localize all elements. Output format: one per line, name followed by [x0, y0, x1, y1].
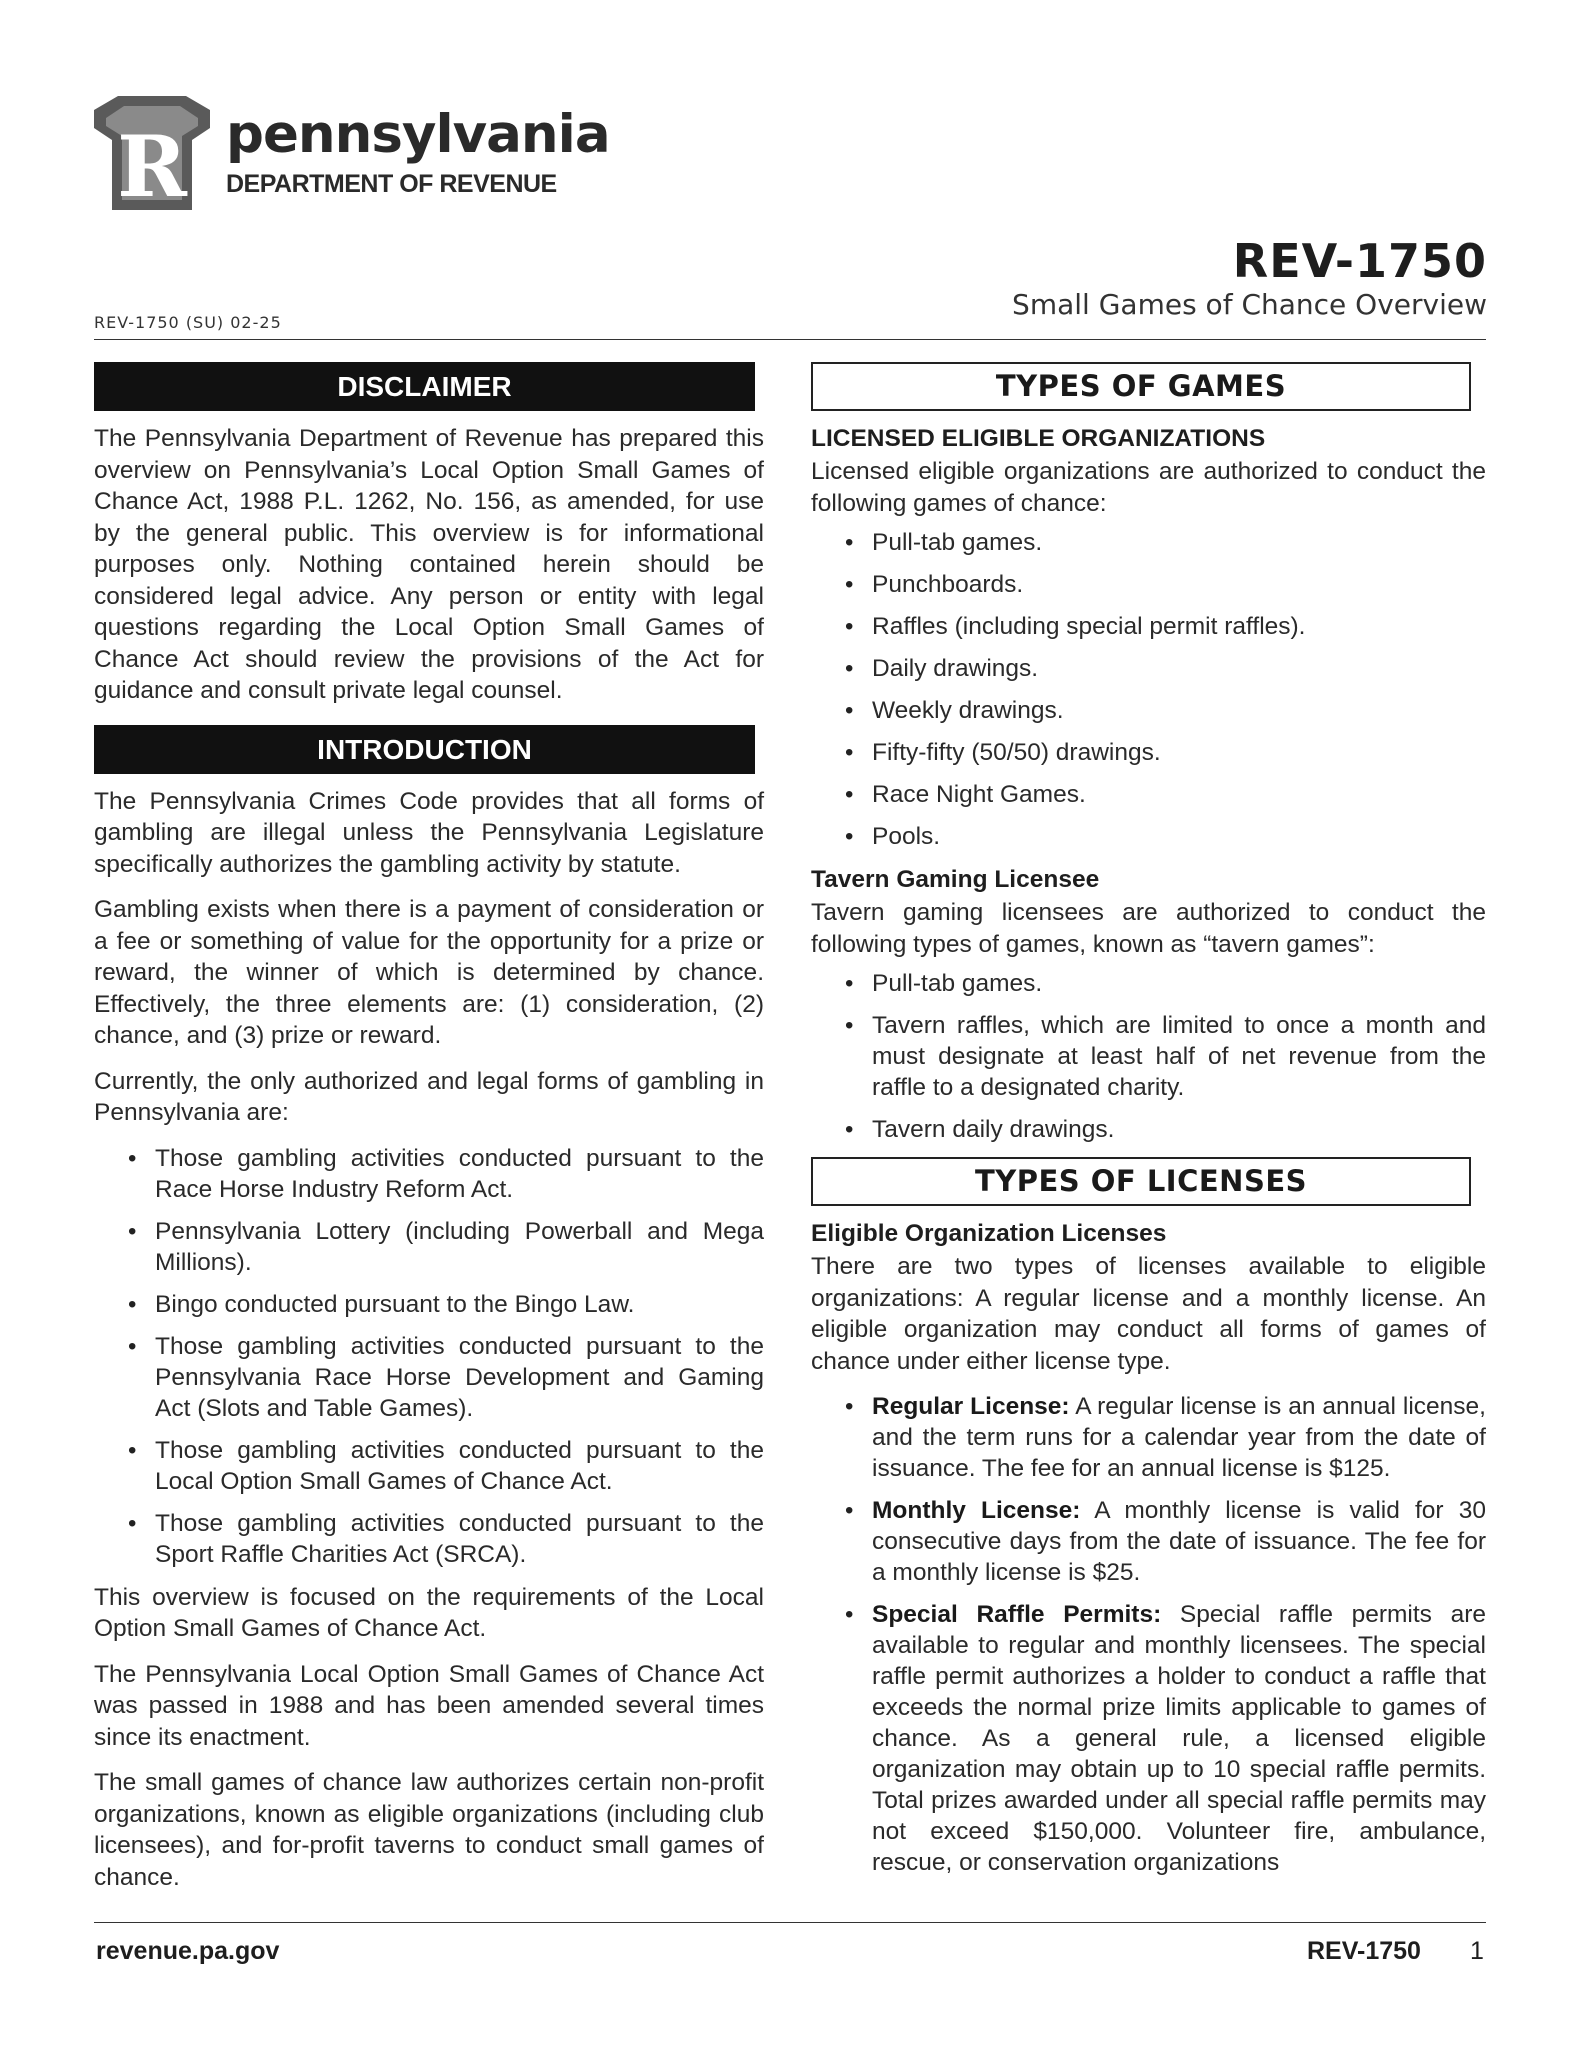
license-term: Monthly License:	[872, 1497, 1081, 1524]
tavern-text: Tavern gaming licensees are authorized to conduct the following types of games, known as “tavern games”:	[811, 899, 1486, 958]
license-term: Special Raffle Permits:	[872, 1601, 1162, 1628]
list-item: • Raffles (including special permit raffles).	[872, 611, 1486, 642]
form-title: REV-1750	[1232, 234, 1487, 288]
tavern-games-list	[811, 968, 1486, 1145]
right-column	[811, 362, 1486, 1890]
form-code: REV-1750 (SU) 02-25	[94, 313, 282, 332]
intro-paragraph: Gambling exists when there is a payment of consideration or a fee or something of value for the opportunity for a prize or reward, the winner of which is determined by chance. Effectively, the three elements are: (1) consideration, (2) chance, and (3) prize or reward.	[94, 896, 764, 1049]
list-item: • Race Night Games.	[872, 779, 1486, 810]
list-item	[872, 1495, 1486, 1588]
license-desc: A monthly license is valid for 30 consecutive days from the date of issuance. The fee for a monthly license is $25.	[872, 1497, 1486, 1586]
list-item: • Bingo conducted pursuant to the Bingo Law.	[155, 1289, 764, 1320]
disclaimer-heading: DISCLAIMER	[94, 362, 755, 411]
license-term: Regular License:	[872, 1393, 1070, 1420]
authorized-gambling-list	[94, 1143, 764, 1570]
list-item: • Pennsylvania Lottery (including Powerball and Mega Millions).	[155, 1216, 764, 1278]
list-item: • Pull-tab games.	[872, 968, 1486, 999]
introduction-heading: INTRODUCTION	[94, 725, 755, 774]
list-item: • Daily drawings.	[872, 653, 1486, 684]
licensed-games-list	[811, 527, 1486, 852]
form-subtitle: Small Games of Chance Overview	[1012, 288, 1487, 321]
logo-wordmark: pennsylvania	[226, 104, 610, 165]
intro-paragraph: This overview is focused on the requirements of the Local Option Small Games of Chance Act.	[94, 1583, 764, 1642]
list-item: • Pools.	[872, 821, 1486, 852]
page-number: 1	[1470, 1937, 1484, 1965]
eligible-licenses-heading: Eligible Organization Licenses	[811, 1220, 1167, 1247]
intro-paragraph: The small games of chance law authorizes certain non-profit organizations, known as eligible organizations (including club licensees), and for-profit taverns to conduct small games of chance.	[94, 1769, 764, 1891]
licensed-orgs-text: Licensed eligible organizations are authorized to conduct the following games of chance:	[811, 458, 1486, 517]
licensed-orgs-heading: LICENSED ELIGIBLE ORGANIZATIONS	[811, 425, 1266, 452]
license-types-list	[811, 1391, 1486, 1878]
disclaimer-text: The Pennsylvania Department of Revenue has prepared this overview on Pennsylvania’s Local Option Small Games of Chance Act, 1988 P.L. 1262, No. 156, as amended, for use by the general public. This overview is for informational purposes only. Nothing contained herein should be considered legal advice. Any person or entity with legal questions regarding the Local Option Small Games of Chance Act should review the provisions of the Act for guidance and consult private legal counsel.	[94, 425, 764, 704]
svg-text:R: R	[117, 117, 187, 214]
intro-paragraph: Currently, the only authorized and legal forms of gambling in Pennsylvania are:	[94, 1067, 764, 1126]
footer-url: revenue.pa.gov	[96, 1937, 280, 1965]
list-item: • Tavern raffles, which are limited to once a month and must designate at least half of net revenue from the raffle to a designated charity.	[872, 1010, 1486, 1103]
footer-form-number: REV-1750	[1307, 1937, 1421, 1965]
types-of-games-heading: TYPES OF GAMES	[811, 362, 1471, 411]
keystone-r-icon	[92, 96, 212, 214]
licenses-text: There are two types of licenses available to eligible organizations: A regular license and a monthly license. An eligible organization may conduct all forms of games of chance under either license type.	[811, 1253, 1486, 1375]
types-of-licenses-heading: TYPES OF LICENSES	[811, 1157, 1471, 1206]
tavern-heading: Tavern Gaming Licensee	[811, 866, 1100, 893]
list-item	[872, 1599, 1486, 1878]
list-item: • Those gambling activities conducted pursuant to the Sport Raffle Charities Act (SRCA).	[155, 1508, 764, 1570]
license-desc: A regular license is an annual license, and the term runs for a calendar year from the date of issuance. The fee for an annual license is $125.	[872, 1393, 1486, 1482]
list-item: • Those gambling activities conducted pursuant to the Pennsylvania Race Horse Development and Gaming Act (Slots and Table Games).	[155, 1331, 764, 1424]
header-divider	[94, 339, 1486, 340]
list-item: • Pull-tab games.	[872, 527, 1486, 558]
left-column	[94, 362, 764, 1907]
intro-paragraph: The Pennsylvania Crimes Code provides that all forms of gambling are illegal unless the Pennsylvania Legislature specifically authorizes the gambling activity by statute.	[94, 787, 764, 878]
logo-department: DEPARTMENT OF REVENUE	[226, 170, 557, 198]
list-item: • Tavern daily drawings.	[872, 1114, 1486, 1145]
pa-revenue-logo	[92, 96, 610, 216]
list-item: • Weekly drawings.	[872, 695, 1486, 726]
list-item	[872, 1391, 1486, 1484]
license-desc: Special raffle permits are available to regular and monthly licensees. The special raffle permit authorizes a holder to conduct a raffle that exceeds the normal prize limits applicable to games of chance. As a general rule, a licensed eligible organization may obtain up to 10 special raffle permits. Total prizes awarded under all special raffle permits may not exceed $150,000. Volunteer fire, ambulance, rescue, or conservation organizations	[872, 1601, 1486, 1876]
footer-divider	[94, 1922, 1486, 1923]
list-item: • Those gambling activities conducted pursuant to the Local Option Small Games of Chance Act.	[155, 1435, 764, 1497]
list-item: • Those gambling activities conducted pursuant to the Race Horse Industry Reform Act.	[155, 1143, 764, 1205]
intro-paragraph: The Pennsylvania Local Option Small Games of Chance Act was passed in 1988 and has been amended several times since its enactment.	[94, 1660, 764, 1751]
list-item: • Fifty-fifty (50/50) drawings.	[872, 737, 1486, 768]
list-item: • Punchboards.	[872, 569, 1486, 600]
